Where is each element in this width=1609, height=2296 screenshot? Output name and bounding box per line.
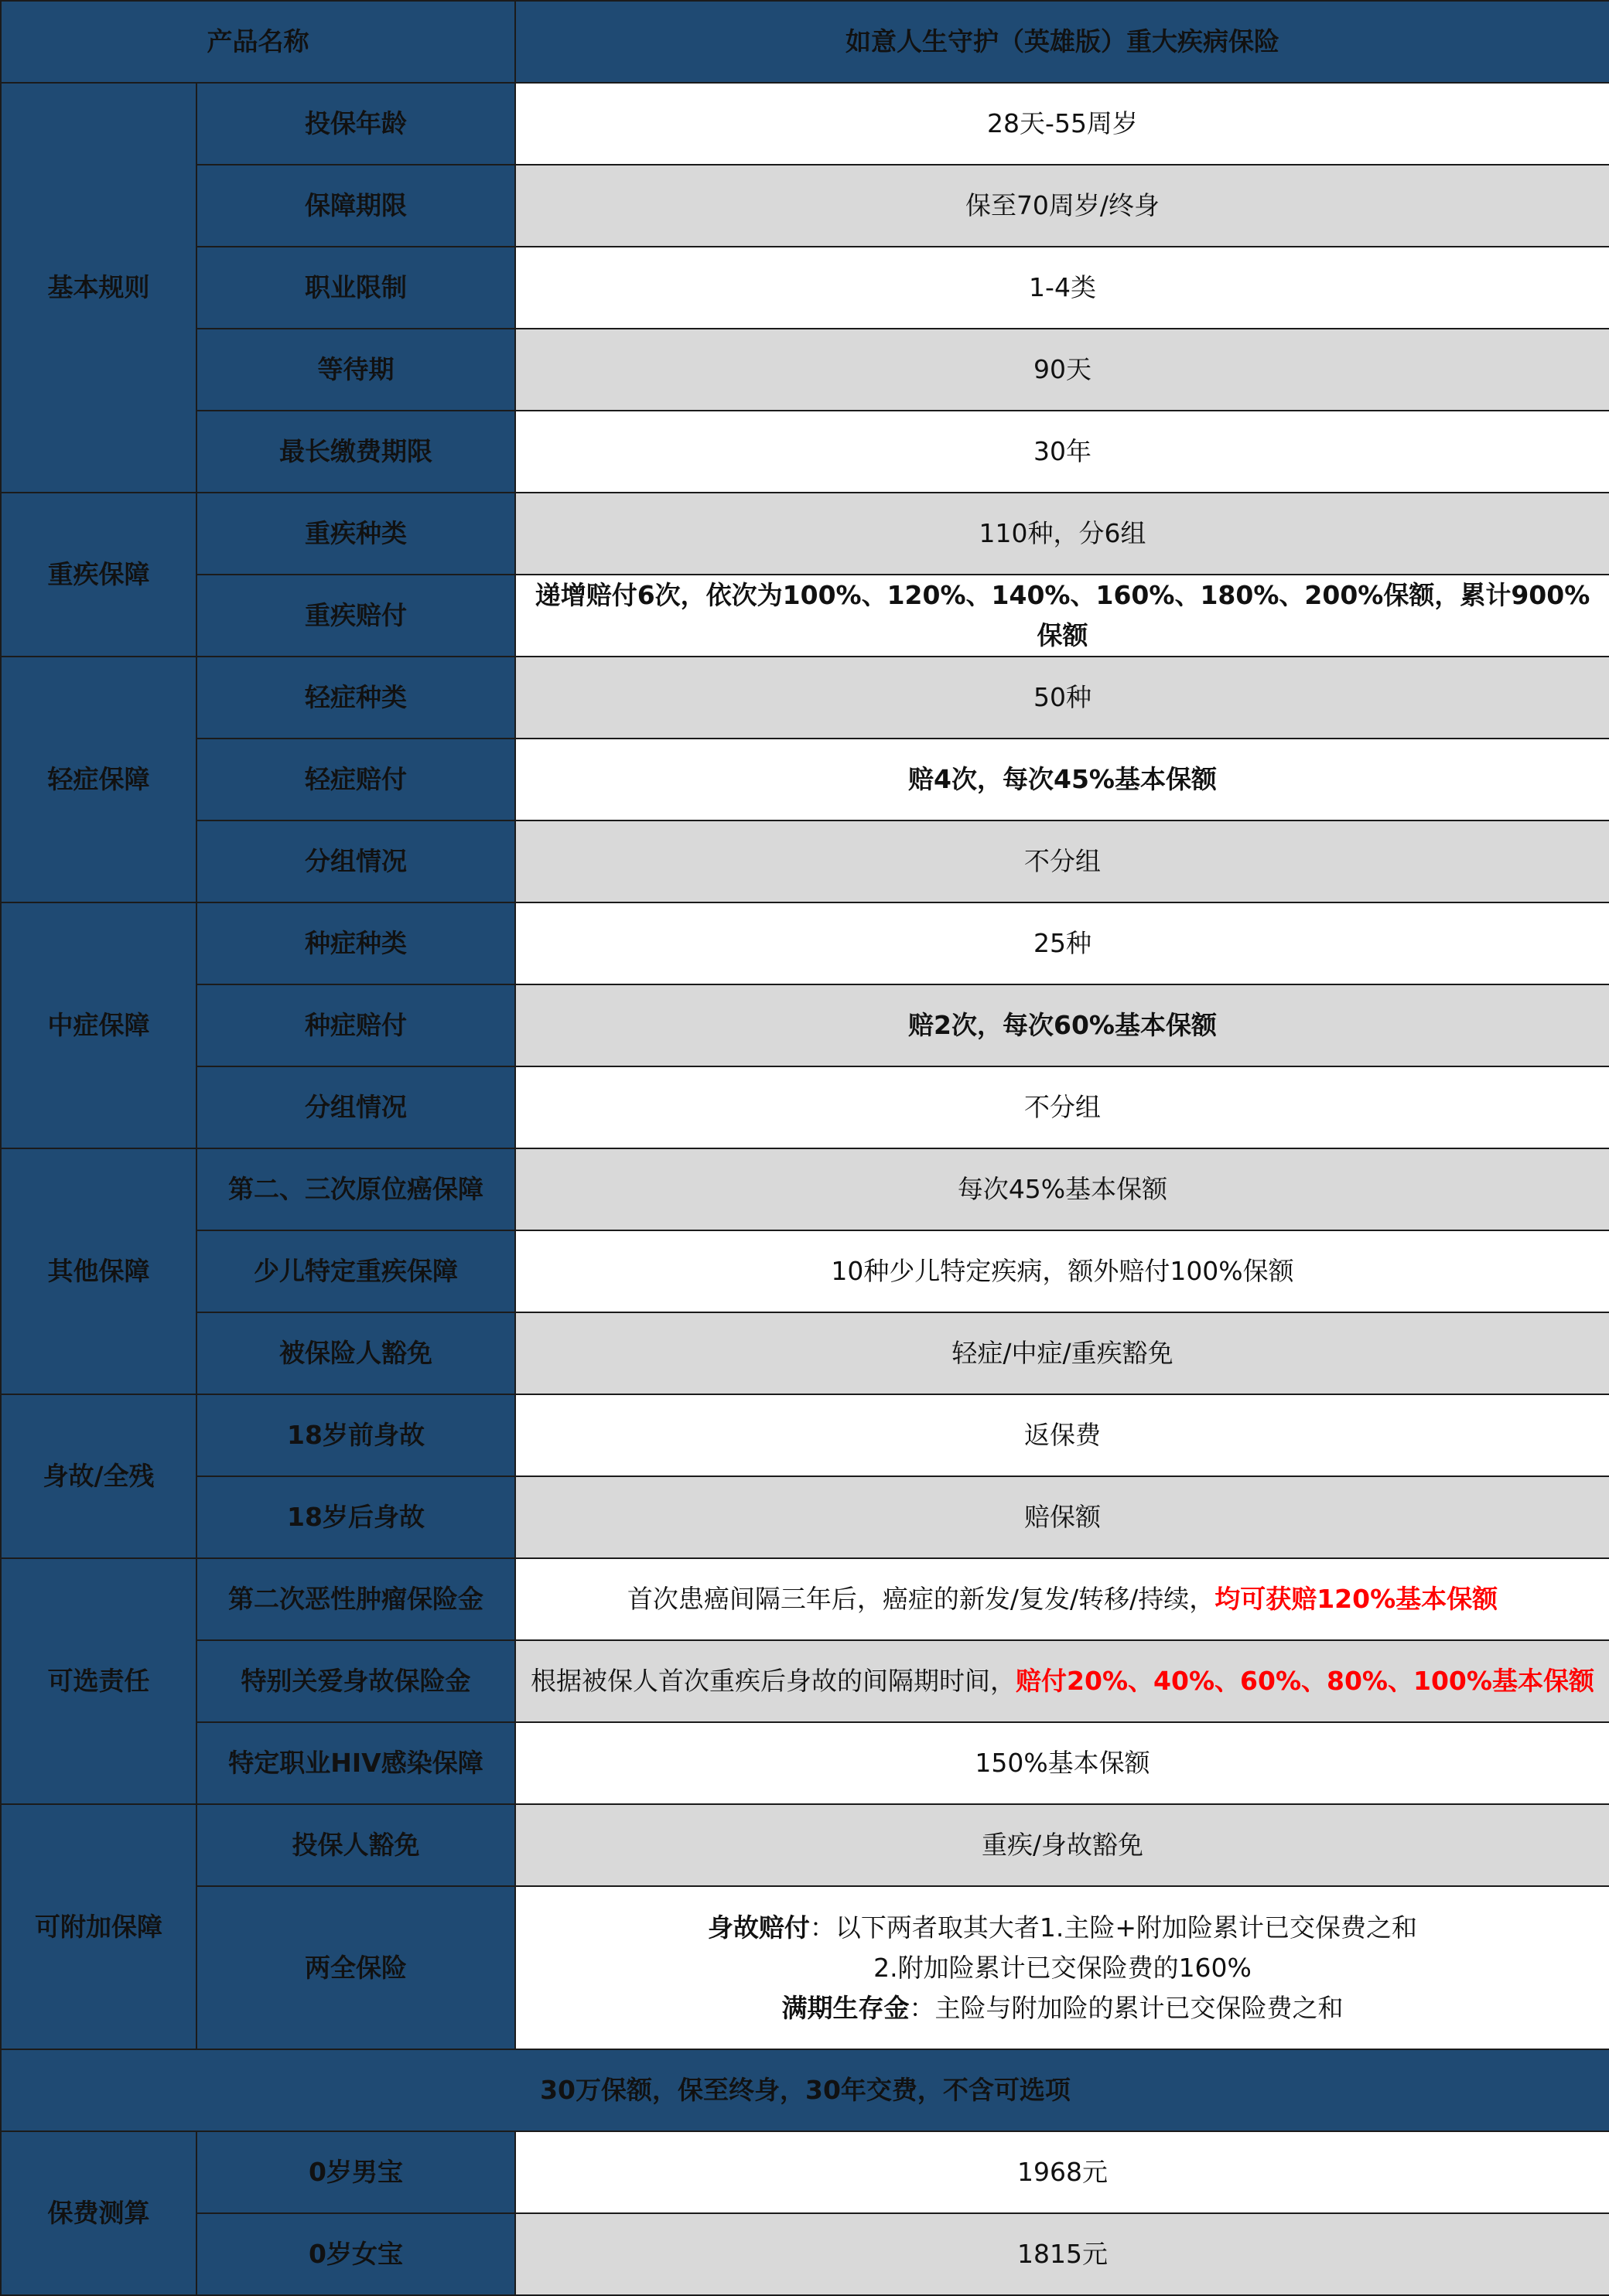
table-row [1, 1476, 1609, 1558]
row-label: 少儿特定重疾保障 [196, 1230, 515, 1312]
table-row [1, 411, 1609, 493]
row-value: 每次45%基本保额 [515, 1148, 1609, 1230]
row-value: 150%基本保额 [515, 1722, 1609, 1804]
row-label: 重疾种类 [196, 493, 515, 575]
table-row [1, 902, 1609, 984]
table-row [1, 1394, 1609, 1476]
row-label: 等待期 [196, 329, 515, 411]
table-row [1, 2131, 1609, 2213]
row-value-highlight: 递增赔付6次，依次为100%、120%、140%、160%、180%、200%保额，累计900%保额 [515, 575, 1609, 657]
category-critical-illness: 重疾保障 [1, 493, 196, 657]
table-row [1, 1148, 1609, 1230]
category-mild-illness: 轻症保障 [1, 657, 196, 902]
row-value-highlight: 赔4次，每次45%基本保额 [515, 739, 1609, 820]
row-label: 18岁前身故 [196, 1394, 515, 1476]
row-label: 轻症种类 [196, 657, 515, 739]
row-label: 0岁女宝 [196, 2213, 515, 2295]
product-name: 如意人生守护（英雄版）重大疾病保险 [515, 1, 1609, 83]
value-text: 根据被保人首次重疾后身故的间隔期时间， [531, 1666, 1016, 1696]
row-label: 投保人豁免 [196, 1804, 515, 1886]
table-row [1, 1640, 1609, 1722]
table-row [1, 1722, 1609, 1804]
row-label: 分组情况 [196, 1066, 515, 1148]
category-moderate-illness: 中症保障 [1, 902, 196, 1148]
row-label: 0岁男宝 [196, 2131, 515, 2213]
row-value [515, 1558, 1609, 1640]
table-row [1, 1230, 1609, 1312]
table-row [1, 1558, 1609, 1640]
row-value: 不分组 [515, 820, 1609, 902]
table-row [1, 820, 1609, 902]
premium-assumption-banner: 30万保额，保至终身，30年交费，不含可选项 [1, 2049, 1609, 2131]
table-row [1, 657, 1609, 739]
table-row [1, 575, 1609, 657]
row-label: 职业限制 [196, 247, 515, 329]
table-row [1, 329, 1609, 411]
table-row [1, 493, 1609, 575]
death-benefit-line-2: 2.附加险累计已交保险费的160% [873, 1952, 1252, 1983]
row-value: 不分组 [515, 1066, 1609, 1148]
row-label: 特定职业HIV感染保障 [196, 1722, 515, 1804]
row-label: 种症种类 [196, 902, 515, 984]
banner-row [1, 2049, 1609, 2131]
row-label: 重疾赔付 [196, 575, 515, 657]
table-row [1, 165, 1609, 247]
value-highlight: 赔付20%、40%、60%、80%、100%基本保额 [1016, 1666, 1594, 1696]
survival-benefit-label: 满期生存金 [781, 1992, 910, 2023]
row-value: 1-4类 [515, 247, 1609, 329]
death-benefit-text: ：以下两者取其大者1.主险+附加险累计已交保费之和 [809, 1912, 1418, 1943]
survival-benefit-line [524, 1988, 1601, 2028]
category-death-disability: 身故/全残 [1, 1394, 196, 1558]
row-label: 被保险人豁免 [196, 1312, 515, 1394]
row-value-highlight: 赔2次，每次60%基本保额 [515, 984, 1609, 1066]
row-value: 50种 [515, 657, 1609, 739]
row-label: 投保年龄 [196, 83, 515, 165]
header-row [1, 1, 1609, 83]
row-label: 种症赔付 [196, 984, 515, 1066]
category-rider-coverage: 可附加保障 [1, 1804, 196, 2049]
category-other-coverage: 其他保障 [1, 1148, 196, 1394]
table-row [1, 1066, 1609, 1148]
table-row [1, 247, 1609, 329]
row-value: 1815元 [515, 2213, 1609, 2295]
row-label: 轻症赔付 [196, 739, 515, 820]
survival-benefit-text: ：主险与附加险的累计已交保险费之和 [909, 1992, 1344, 2023]
value-highlight: 均可获赔120%基本保额 [1214, 1584, 1498, 1614]
table-row [1, 2213, 1609, 2295]
row-label: 保障期限 [196, 165, 515, 247]
row-label: 分组情况 [196, 820, 515, 902]
row-label: 第二、三次原位癌保障 [196, 1148, 515, 1230]
row-value: 轻症/中症/重疾豁免 [515, 1312, 1609, 1394]
row-label: 第二次恶性肿瘤保险金 [196, 1558, 515, 1640]
row-value: 30年 [515, 411, 1609, 493]
table-row [1, 984, 1609, 1066]
category-optional-liability: 可选责任 [1, 1558, 196, 1804]
row-value: 1968元 [515, 2131, 1609, 2213]
death-benefit-line [524, 1908, 1601, 1948]
table-row [1, 1312, 1609, 1394]
row-value: 10种少儿特定疾病，额外赔付100%保额 [515, 1230, 1609, 1312]
row-value: 赔保额 [515, 1476, 1609, 1558]
row-label: 最长缴费期限 [196, 411, 515, 493]
row-label: 18岁后身故 [196, 1476, 515, 1558]
row-value: 28天-55周岁 [515, 83, 1609, 165]
table-row [1, 1804, 1609, 1886]
table-row [1, 1886, 1609, 2049]
row-value: 返保费 [515, 1394, 1609, 1476]
endowment-detail [515, 1886, 1609, 2049]
category-basic-rules: 基本规则 [1, 83, 196, 493]
row-value: 110种，分6组 [515, 493, 1609, 575]
row-value: 重疾/身故豁免 [515, 1804, 1609, 1886]
row-value: 90天 [515, 329, 1609, 411]
table-row [1, 739, 1609, 820]
row-value: 保至70周岁/终身 [515, 165, 1609, 247]
death-benefit-label: 身故赔付 [707, 1912, 810, 1943]
table-row [1, 83, 1609, 165]
row-value [515, 1640, 1609, 1722]
category-premium-estimate: 保费测算 [1, 2131, 196, 2295]
row-label: 特别关爱身故保险金 [196, 1640, 515, 1722]
value-text: 首次患癌间隔三年后，癌症的新发/复发/转移/持续， [627, 1584, 1215, 1614]
row-label: 两全保险 [196, 1886, 515, 2049]
product-name-label: 产品名称 [1, 1, 515, 83]
row-value: 25种 [515, 902, 1609, 984]
